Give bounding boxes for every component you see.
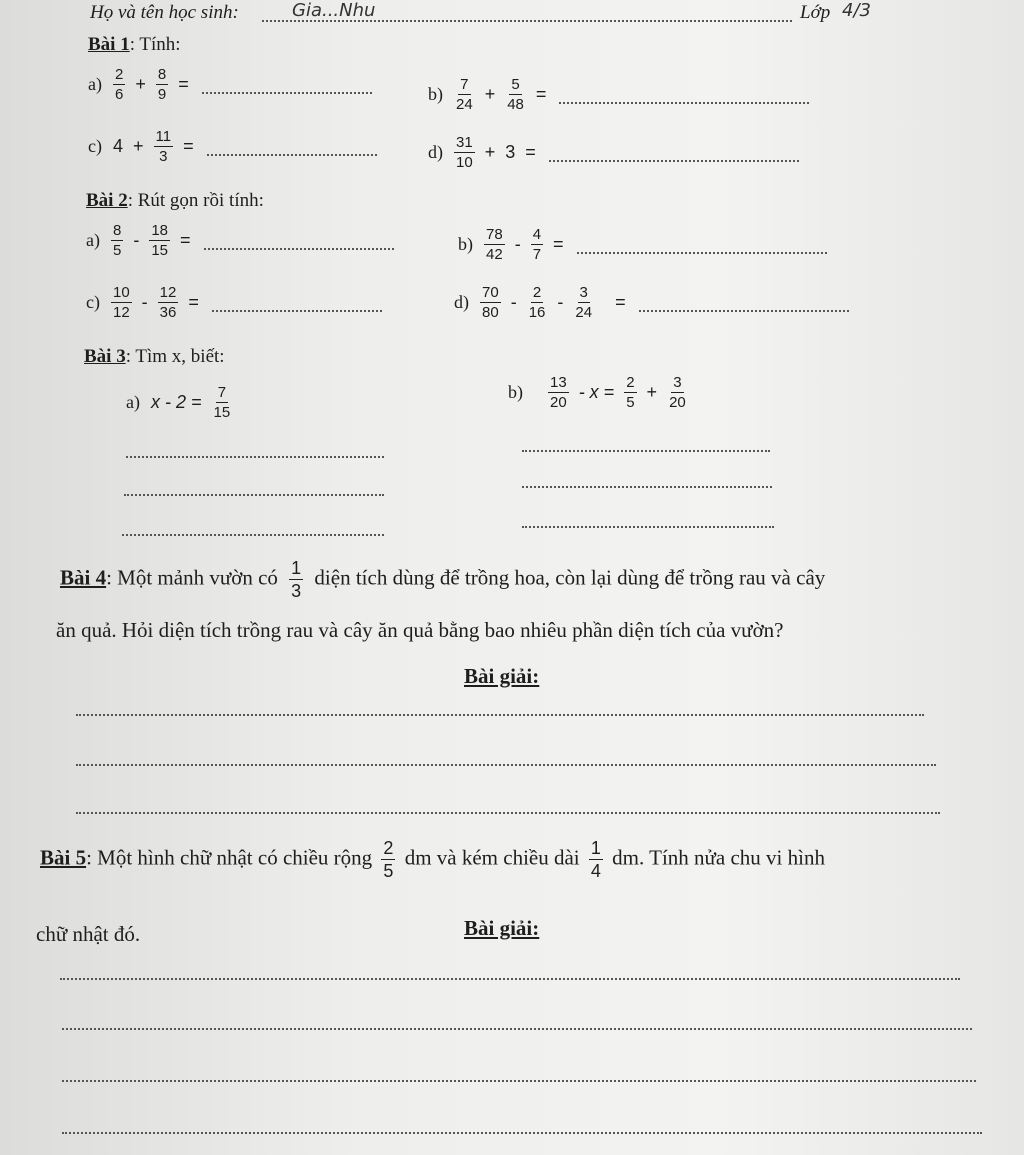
answer-line (126, 456, 384, 458)
answer-line (577, 252, 827, 254)
answer-line (204, 248, 394, 250)
bai1-b: b) $\frac{7}{24}$ + $\frac{5}{48}$ = (428, 76, 809, 113)
answer-line (76, 714, 924, 716)
bai1-a: a) $\frac{2}{6}$ + $\frac{8}{9}$ = (88, 66, 372, 103)
bai3-a: a) x - 2 = $\frac{7}{15}$ (126, 384, 231, 421)
answer-line (559, 102, 809, 104)
bai5-solution-heading: Bài giải: (464, 916, 540, 940)
bai1-d: d) $\frac{31}{10}$ + 3 = (428, 134, 799, 171)
answer-line (62, 1132, 982, 1134)
answer-line (62, 1080, 976, 1082)
bai2-heading: Bài 2: Rút gọn rồi tính: (86, 190, 264, 211)
bai5-text-line1: Bài 5: Một hình chữ nhật có chiều rộng $\frac{2}{5}$ dm và kém chiều dài $\frac{1}{4}$ dm. Tính nửa chu vi hình (40, 838, 825, 881)
bai2-a: a) $\frac{8}{5}$ - $\frac{18}{15}$ = (86, 222, 394, 259)
bai4-solution-heading: Bài giải: (464, 664, 540, 688)
student-name-value: Gia...Nhu (292, 0, 376, 21)
bai4-text-line2: ăn quả. Hỏi diện tích trồng rau và cây ăn quả bằng bao nhiêu phần diện tích của vườn? (56, 618, 784, 642)
bai4-text-line1: Bài 4: Một mảnh vườn có $\frac{1}{3}$ diện tích dùng để trồng hoa, còn lại dùng để trồng rau và cây (60, 558, 826, 601)
answer-line (207, 154, 377, 156)
bai1-c: c) 4 + $\frac{11}{3}$ = (88, 128, 377, 165)
bai3-heading: Bài 3: Tìm x, biết: (84, 346, 225, 367)
answer-line (124, 494, 384, 496)
bai1-heading: Bài 1: Tính: (88, 34, 181, 55)
class-value: 4/3 (842, 0, 871, 21)
bai3-b: b) $\frac{13}{20}$ - x = $\frac{2}{5}$ + $\frac{3}{20}$ (508, 374, 686, 411)
class-label: Lớp (800, 2, 831, 23)
answer-line (202, 92, 372, 94)
answer-line (60, 978, 960, 980)
student-name-label: Họ và tên học sinh: (90, 2, 239, 23)
answer-line (522, 526, 774, 528)
answer-line (212, 310, 382, 312)
answer-line (76, 812, 940, 814)
bai2-c: c) $\frac{10}{12}$ - $\frac{12}{36}$ = (86, 284, 382, 321)
answer-line (122, 534, 384, 536)
student-name-line (262, 20, 792, 22)
answer-line (522, 486, 772, 488)
bai5-text-line2: chữ nhật đó. (36, 922, 141, 946)
bai2-b: b) $\frac{78}{42}$ - $\frac{4}{7}$ = (458, 226, 827, 263)
answer-line (549, 160, 799, 162)
answer-line (76, 764, 936, 766)
answer-line (62, 1028, 972, 1030)
bai2-d: d) $\frac{70}{80}$ - $\frac{2}{16}$ - $\frac{3}{24}$ = (454, 284, 849, 321)
answer-line (639, 310, 849, 312)
answer-line (522, 450, 770, 452)
